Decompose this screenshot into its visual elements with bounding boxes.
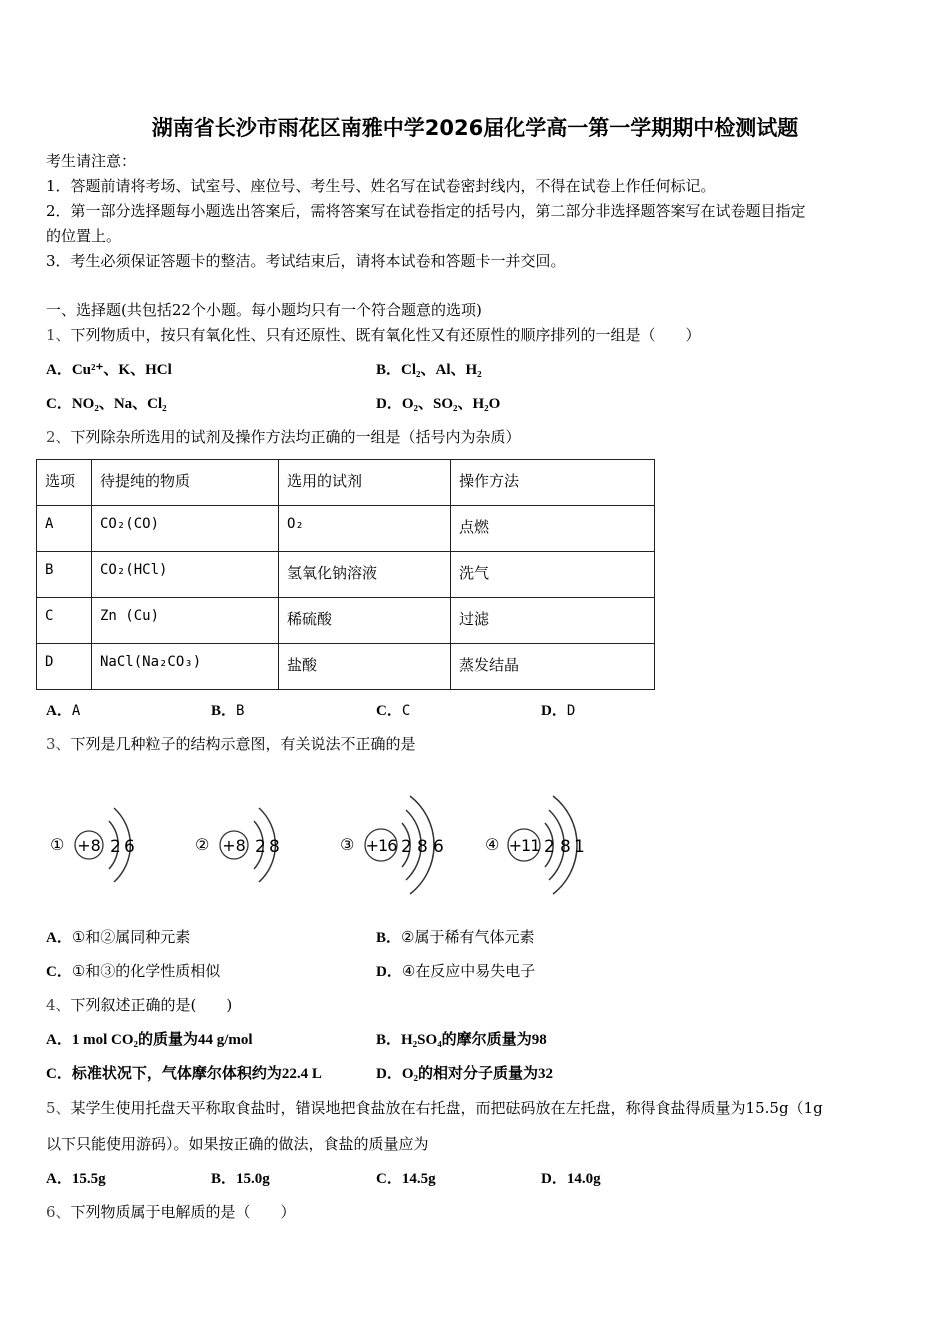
table-cell: O₂ bbox=[279, 506, 451, 552]
table-row bbox=[37, 552, 655, 598]
question-1-option-a[interactable] bbox=[46, 359, 172, 380]
option-text: ①和③的化学性质相似 bbox=[71, 962, 221, 980]
svg-text:+16: +16 bbox=[365, 836, 397, 855]
option-letter: B． bbox=[211, 1171, 237, 1187]
option-letter: C． bbox=[46, 1066, 72, 1082]
option-text: O₂、SO₂、H₂O bbox=[401, 396, 501, 412]
atom-diagram-2 bbox=[193, 795, 293, 899]
atom-diagram-1 bbox=[48, 795, 148, 899]
table-cell: C bbox=[37, 598, 92, 644]
option-text: O₂的相对分子质量为32 bbox=[401, 1066, 554, 1082]
question-number: 1、 bbox=[46, 326, 71, 344]
option-letter: D． bbox=[541, 1171, 567, 1187]
svg-text:2: 2 bbox=[401, 837, 412, 857]
question-4-option-c[interactable] bbox=[46, 1063, 322, 1084]
option-letter: A． bbox=[46, 930, 72, 946]
option-letter: C． bbox=[376, 703, 402, 719]
question-4-option-b[interactable] bbox=[376, 1029, 547, 1050]
option-letter: B． bbox=[376, 362, 402, 378]
svg-text:6: 6 bbox=[433, 837, 444, 857]
notice-item-2-cont: 的位置上。 bbox=[46, 227, 122, 245]
section-heading: 一、选择题(共包括22个小题。每小题均只有一个符合题意的选项) bbox=[46, 301, 482, 319]
option-letter: B． bbox=[376, 930, 402, 946]
atom-structure-icon bbox=[48, 795, 148, 895]
atom-diagram-3 bbox=[338, 790, 458, 904]
option-letter: A． bbox=[46, 362, 72, 378]
option-text: A bbox=[71, 703, 81, 719]
question-4-stem bbox=[46, 995, 232, 1015]
question-number: 3、 bbox=[46, 735, 71, 753]
option-text: ②属于稀有气体元素 bbox=[401, 928, 535, 946]
option-text: Cu²⁺、K、HCl bbox=[71, 362, 172, 378]
question-text: 某学生使用托盘天平称取食盐时，错误地把食盐放在右托盘，而把砝码放在左托盘，称得食盐得质量为15.5g（1g bbox=[70, 1099, 823, 1117]
question-1-stem bbox=[46, 325, 701, 345]
svg-text:+11: +11 bbox=[508, 836, 540, 855]
option-text: ④在反应中易失电子 bbox=[401, 962, 536, 980]
option-text: C bbox=[401, 703, 411, 719]
table-row bbox=[37, 598, 655, 644]
question-5-stem bbox=[46, 1098, 823, 1118]
question-text: 下列除杂所选用的试剂及操作方法均正确的一组是（括号内为杂质） bbox=[70, 428, 521, 446]
option-letter: A． bbox=[46, 1171, 72, 1187]
table-row bbox=[37, 644, 655, 690]
svg-text:8: 8 bbox=[417, 837, 428, 857]
option-letter: D． bbox=[376, 964, 402, 980]
table-cell: 稀硫酸 bbox=[279, 598, 451, 644]
option-text: ①和②属同种元素 bbox=[71, 928, 191, 946]
svg-text:④: ④ bbox=[485, 835, 500, 854]
question-4-option-a[interactable] bbox=[46, 1029, 253, 1050]
table-cell: Zn (Cu) bbox=[92, 598, 279, 644]
svg-text:8: 8 bbox=[269, 837, 280, 857]
question-6-stem bbox=[46, 1202, 296, 1222]
svg-text:+8: +8 bbox=[77, 836, 101, 855]
table-cell: 氢氧化钠溶液 bbox=[279, 552, 451, 598]
option-letter: D． bbox=[541, 703, 567, 719]
table-cell: B bbox=[37, 552, 92, 598]
option-letter: D． bbox=[376, 1066, 402, 1082]
notice-heading: 考生请注意： bbox=[46, 152, 137, 170]
question-1-option-b[interactable] bbox=[376, 359, 482, 380]
svg-text:6: 6 bbox=[124, 837, 135, 857]
option-text: H₂SO₄的摩尔质量为98 bbox=[401, 1032, 547, 1048]
option-text: 标准状况下，气体摩尔体积约为22.4 L bbox=[71, 1066, 322, 1082]
option-text: D bbox=[566, 703, 576, 719]
table-cell: A bbox=[37, 506, 92, 552]
question-text: 下列物质属于电解质的是（ ） bbox=[70, 1203, 296, 1221]
table-cell: 过滤 bbox=[451, 598, 655, 644]
question-5-stem-cont: 以下只能使用游码）。如果按正确的做法，食盐的质量应为 bbox=[46, 1135, 429, 1153]
option-text: NO₂、Na、Cl₂ bbox=[71, 396, 167, 412]
page-title: 湖南省长沙市雨花区南雅中学2026届化学高一第一学期期中检测试题 bbox=[151, 116, 799, 140]
table-cell: NaCl(Na₂CO₃) bbox=[92, 644, 279, 690]
option-text: 14.0g bbox=[566, 1171, 601, 1187]
question-3-stem bbox=[46, 734, 416, 754]
question-5-option-c[interactable] bbox=[376, 1168, 436, 1189]
option-letter: A． bbox=[46, 1032, 72, 1048]
table-row bbox=[37, 506, 655, 552]
svg-text:2: 2 bbox=[255, 837, 266, 857]
question-number: 4、 bbox=[46, 996, 71, 1014]
atom-structure-icon bbox=[338, 790, 458, 900]
question-text: 下列是几种粒子的结构示意图，有关说法不正确的是 bbox=[70, 735, 416, 753]
option-text: 15.5g bbox=[71, 1171, 106, 1187]
option-letter: C． bbox=[376, 1171, 402, 1187]
question-text: 下列物质中，按只有氧化性、只有还原性、既有氧化性又有还原性的顺序排列的一组是（ ） bbox=[70, 326, 701, 344]
option-text: 15.0g bbox=[236, 1171, 270, 1187]
table-header: 选用的试剂 bbox=[279, 460, 451, 506]
notice-item-3: 3．考生必须保证答题卡的整洁。考试结束后，请将本试卷和答题卡一并交回。 bbox=[46, 252, 566, 270]
question-2-option-d[interactable] bbox=[541, 700, 575, 721]
question-3-option-d[interactable] bbox=[376, 961, 535, 982]
question-text: 下列叙述正确的是( ) bbox=[70, 996, 233, 1014]
question-5-option-b[interactable] bbox=[211, 1168, 270, 1189]
table-cell: 盐酸 bbox=[279, 644, 451, 690]
question-2-stem bbox=[46, 427, 521, 447]
option-text: 14.5g bbox=[401, 1171, 436, 1187]
table-cell: 点燃 bbox=[451, 506, 655, 552]
svg-text:+8: +8 bbox=[222, 836, 246, 855]
option-text: Cl₂、Al、H₂ bbox=[401, 362, 482, 378]
question-1-option-d[interactable] bbox=[376, 393, 500, 414]
question-5-option-a[interactable] bbox=[46, 1168, 106, 1189]
svg-text:②: ② bbox=[195, 835, 210, 854]
table-cell: 洗气 bbox=[451, 552, 655, 598]
svg-text:2: 2 bbox=[544, 837, 555, 857]
option-letter: C． bbox=[46, 396, 72, 412]
svg-text:2: 2 bbox=[110, 837, 121, 857]
atom-structure-icon bbox=[483, 790, 603, 900]
purification-table bbox=[36, 459, 655, 690]
table-header-row bbox=[37, 460, 655, 506]
table-header: 选项 bbox=[37, 460, 92, 506]
option-letter: B． bbox=[211, 703, 237, 719]
option-text: B bbox=[236, 703, 245, 719]
option-letter: C． bbox=[46, 964, 72, 980]
table-cell: 蒸发结晶 bbox=[451, 644, 655, 690]
svg-text:①: ① bbox=[50, 835, 65, 854]
table-cell: CO₂(CO) bbox=[92, 506, 279, 552]
question-3-option-a[interactable] bbox=[46, 927, 190, 948]
question-1-option-c[interactable] bbox=[46, 393, 167, 414]
notice-item-2: 2．第一部分选择题每小题选出答案后，需将答案写在试卷指定的括号内，第二部分非选择题答案写在试卷题目指定 bbox=[46, 202, 806, 220]
question-2-option-a[interactable] bbox=[46, 700, 80, 721]
question-2-option-b[interactable] bbox=[211, 700, 244, 721]
question-5-option-d[interactable] bbox=[541, 1168, 601, 1189]
atom-diagram-4 bbox=[483, 790, 603, 904]
question-number: 6、 bbox=[46, 1203, 71, 1221]
table-cell: CO₂(HCl) bbox=[92, 552, 279, 598]
option-text: 1 mol CO₂的质量为44 g/mol bbox=[71, 1032, 253, 1048]
svg-text:8: 8 bbox=[560, 837, 571, 857]
question-number: 5、 bbox=[46, 1099, 71, 1117]
question-3-option-b[interactable] bbox=[376, 927, 534, 948]
notice-item-1: 1．答题前请将考场、试室号、座位号、考生号、姓名写在试卷密封线内，不得在试卷上作任何标记。 bbox=[46, 177, 716, 195]
table-cell: D bbox=[37, 644, 92, 690]
svg-text:1: 1 bbox=[574, 837, 585, 857]
option-letter: A． bbox=[46, 703, 72, 719]
svg-text:③: ③ bbox=[340, 835, 355, 854]
question-4-option-d[interactable] bbox=[376, 1063, 553, 1084]
table-header: 操作方法 bbox=[451, 460, 655, 506]
question-number: 2、 bbox=[46, 428, 71, 446]
question-2-option-c[interactable] bbox=[376, 700, 410, 721]
table-header: 待提纯的物质 bbox=[92, 460, 279, 506]
option-letter: D． bbox=[376, 396, 402, 412]
question-3-option-c[interactable] bbox=[46, 961, 220, 982]
atom-structure-icon bbox=[193, 795, 293, 895]
option-letter: B． bbox=[376, 1032, 402, 1048]
